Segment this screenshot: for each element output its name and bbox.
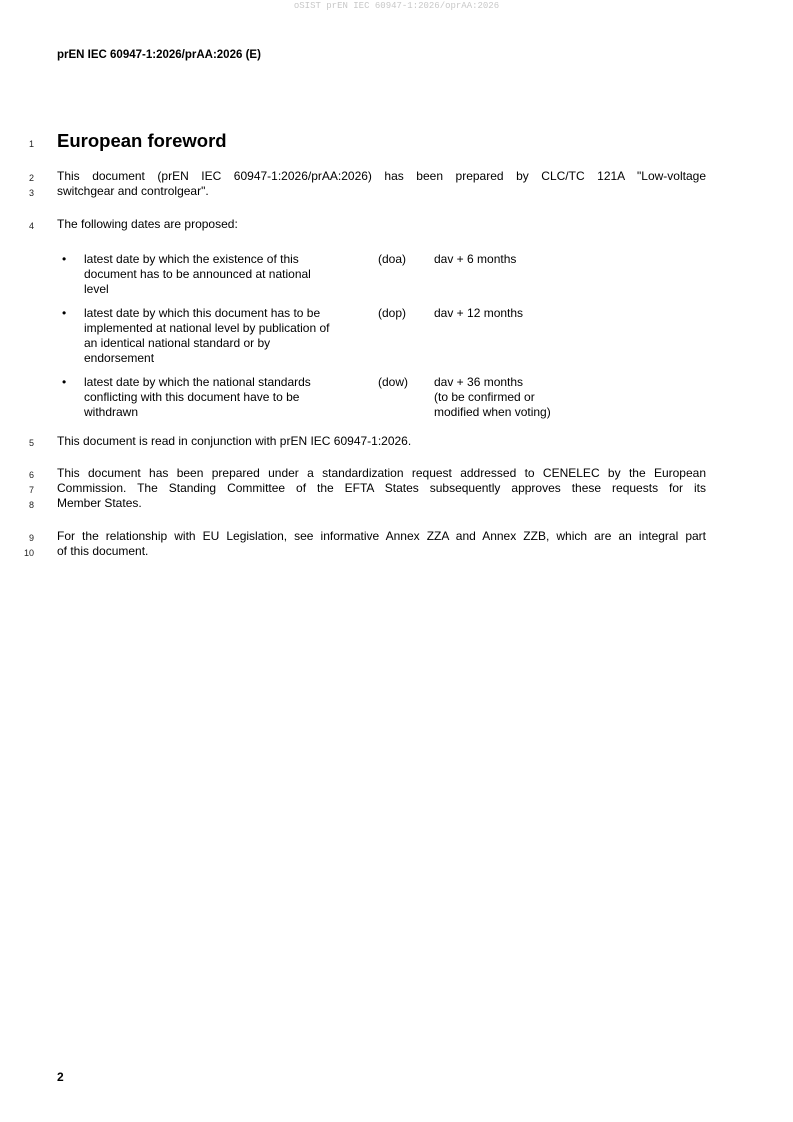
paragraph-line: Member States.	[57, 496, 142, 510]
date-period	[434, 252, 634, 267]
paragraph-line: switchgear and controlgear".	[57, 184, 209, 198]
page-number: 2	[57, 1070, 64, 1084]
date-period	[434, 306, 634, 321]
line-number: 9	[28, 533, 34, 543]
date-item-line: endorsement	[84, 351, 155, 365]
line-number: 3	[28, 188, 34, 198]
line-number: 1	[28, 139, 34, 149]
line-number: 10	[23, 548, 34, 558]
date-abbr: (doa)	[378, 252, 407, 266]
date-item-line: latest date by which the existence of this	[84, 252, 299, 266]
paragraph-line: This document (prEN IEC 60947-1:2026/prAA:2026) has been prepared by CLC/TC 121A "Low-voltage	[57, 169, 706, 183]
paragraph-dates-intro: The following dates are proposed:	[57, 217, 238, 231]
date-period-line: dav + 36 months	[434, 375, 524, 389]
paragraph-eu-legislation	[57, 529, 706, 559]
paragraph-line: of this document.	[57, 544, 149, 558]
date-item-line: an identical national standard or by	[84, 336, 271, 350]
date-period	[434, 375, 634, 420]
line-number: 4	[28, 221, 34, 231]
date-period-line: (to be confirmed or	[434, 390, 535, 404]
date-item-dow	[84, 375, 364, 420]
date-abbr: (dop)	[378, 306, 407, 320]
bullet: •	[62, 252, 67, 266]
line-number: 6	[28, 470, 34, 480]
date-item-line: level	[84, 282, 109, 296]
date-item-doa	[84, 252, 364, 297]
line-number: 5	[28, 438, 34, 448]
section-title: European foreword	[57, 130, 227, 151]
date-item-line: latest date by which the national standards	[84, 375, 311, 389]
paragraph-line: For the relationship with EU Legislation, see informative Annex ZZA and Annex ZZB, which are an integral part	[57, 529, 706, 543]
bullet: •	[62, 375, 67, 389]
document-header: prEN IEC 60947-1:2026/prAA:2026 (E)	[57, 49, 261, 61]
paragraph-intro	[57, 169, 706, 199]
bullet: •	[62, 306, 67, 320]
date-item-line: conflicting with this document have to be	[84, 390, 300, 404]
paragraph-line: This document has been prepared under a standardization request addressed to CENELEC by the European	[57, 466, 706, 480]
date-item-line: implemented at national level by publication of	[84, 321, 330, 335]
date-period-line: dav + 12 months	[434, 306, 524, 320]
watermark: oSIST prEN IEC 60947-1:2026/oprAA:2026	[293, 1, 500, 11]
date-period-line: dav + 6 months	[434, 252, 517, 266]
paragraph-conjunction: This document is read in conjunction with prEN IEC 60947-1:2026.	[57, 434, 412, 448]
date-abbr: (dow)	[378, 375, 409, 389]
line-number: 8	[28, 500, 34, 510]
paragraph-mandate	[57, 466, 706, 511]
paragraph-line: Commission. The Standing Committee of the EFTA States subsequently approves these requests for its	[57, 481, 706, 495]
date-period-line: modified when voting)	[434, 405, 551, 419]
line-number: 2	[28, 173, 34, 183]
date-item-dop	[84, 306, 364, 366]
line-number: 7	[28, 485, 34, 495]
date-item-line: latest date by which this document has to be	[84, 306, 321, 320]
date-item-line: withdrawn	[84, 405, 139, 419]
date-item-line: document has to be announced at national	[84, 267, 311, 281]
